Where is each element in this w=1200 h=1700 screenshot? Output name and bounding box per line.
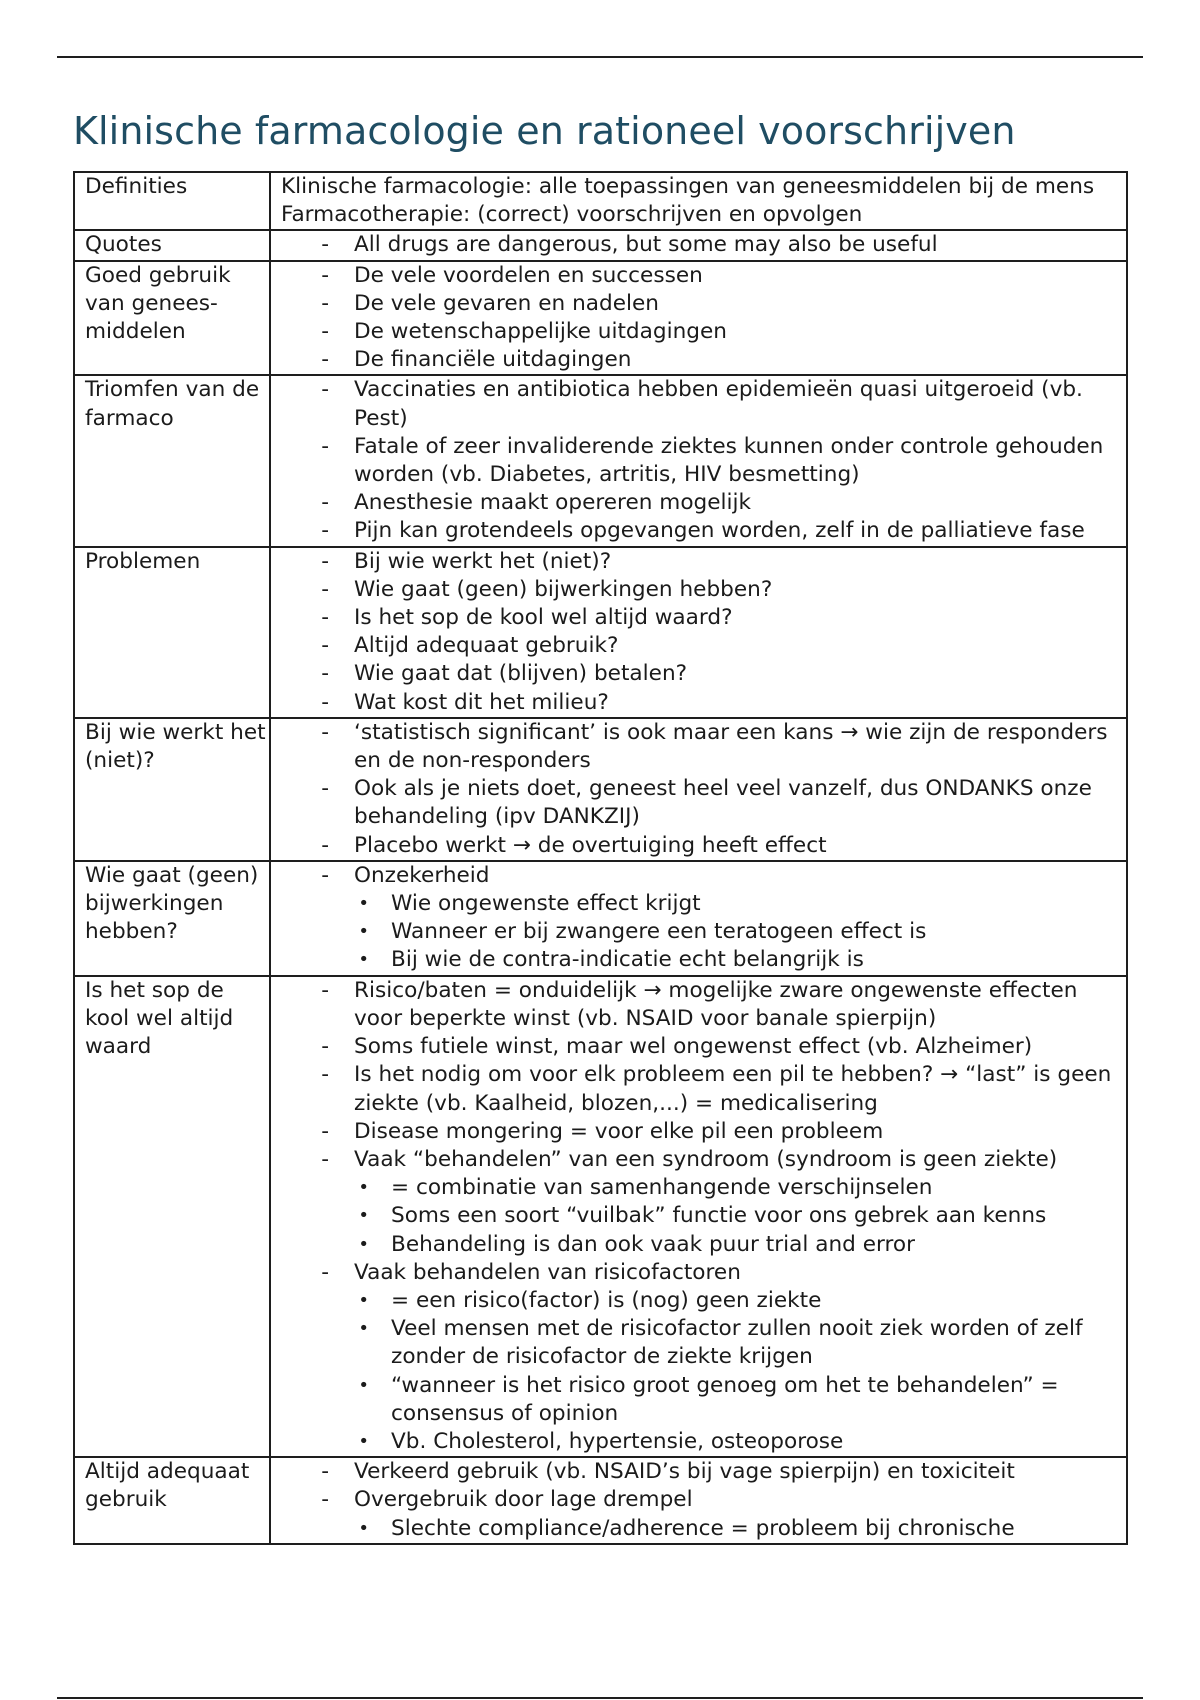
sub-list-item [281,1315,1118,1371]
dash-marker: - [321,661,329,687]
list-item [281,1061,1118,1117]
table-row [74,261,1127,376]
list-item [281,576,1118,604]
dash-marker: - [321,832,329,858]
sub-list-item [281,1174,1118,1202]
list-item-text: Is het sop de kool wel altijd waard? [354,605,733,631]
dash-marker: - [321,977,329,1003]
sub-list-item-text: Vb. Cholesterol, hypertensie, osteoporose [391,1428,844,1454]
row-label: Definities [74,172,270,230]
list-item [281,262,1118,290]
list-item [281,1486,1118,1514]
row-label: Problemen [74,547,270,718]
dash-marker: - [321,633,329,659]
list-item-text: Anesthesie maakt opereren mogelijk [354,490,752,516]
table-row [74,861,1127,976]
dash-marker: - [321,1034,329,1060]
row-content [270,375,1127,546]
row-content [270,718,1127,861]
list-item [281,719,1118,775]
bottom-rule [57,1697,1143,1699]
dash-marker: - [321,1459,329,1485]
dash-marker: - [321,776,329,802]
list-item [281,832,1118,860]
list-item-text: De financiële uitdagingen [354,347,632,373]
sub-list-item [281,1428,1118,1456]
list-item-text: Fatale of zeer invaliderende ziektes kunnen onder controle gehouden worden (vb. Diabetes, artritis, HIV besmetting) [354,433,1104,488]
bullet-icon: • [358,1233,369,1255]
list-item-text: All drugs are dangerous, but some may also be useful [354,232,938,258]
row-content [270,172,1127,230]
sub-list-item-text: Wanneer er bij zwangere een teratogeen effect is [391,919,927,945]
dash-marker: - [321,1146,329,1172]
sub-list-item-text: Veel mensen met de risicofactor zullen nooit ziek worden of zelf zonder de risicofactor de ziekte krijgen [391,1316,1083,1370]
dash-marker: - [321,1118,329,1144]
list-item-text: Ook als je niets doet, geneest heel veel vanzelf, dus ONDANKS onze behandeling (ipv DANKZIJ) [354,776,1092,830]
sub-list-item [281,1372,1118,1428]
list-item [281,604,1118,632]
table-row [74,1457,1127,1544]
bullet-icon: • [358,921,369,943]
list-item [281,1458,1118,1486]
list-item [281,290,1118,318]
bullet-icon: • [358,893,369,915]
sub-list-item-text: = combinatie van samenhangende verschijnselen [391,1175,933,1201]
bullet-icon: • [358,1374,369,1396]
dash-marker: - [321,232,329,258]
list-item [281,318,1118,346]
table-row [74,547,1127,718]
row-label: Wie gaat (geen) bijwerkingen hebben? [74,861,270,976]
bullet-icon: • [358,1318,369,1340]
list-item-text: Risico/baten = onduidelijk → mogelijke zware ongewenste effecten voor beperkte winst (vb. NSAID voor banale spierpijn) [354,977,1078,1031]
list-item [281,1146,1118,1174]
dash-marker: - [321,490,329,516]
list-item-text: Wat kost dit het milieu? [354,689,609,715]
list-item [281,517,1118,545]
dash-marker: - [321,433,329,459]
list-item-text: De vele gevaren en nadelen [354,290,659,316]
table-row [74,172,1127,230]
row-label: Bij wie werkt het (niet)? [74,718,270,861]
list-item [281,376,1118,432]
sub-list-item-text: Bij wie de contra-indicatie echt belangrijk is [391,947,864,973]
list-item-text: Is het nodig om voor elk probleem een pil te hebben? → “last” is geen ziekte (vb. Kaalheid, blozen,...) = medicalisering [354,1062,1112,1116]
bullet-icon: • [358,949,369,971]
row-label: Goed gebruik van genees-middelen [74,261,270,376]
list-item-text: Soms futiele winst, maar wel ongewenst effect (vb. Alzheimer) [354,1034,1033,1060]
table-row [74,230,1127,260]
list-item-text: Placebo werkt → de overtuiging heeft effect [354,832,827,858]
list-item [281,1259,1118,1287]
sub-list-item [281,946,1118,974]
dash-marker: - [321,1062,329,1088]
row-content [270,1457,1127,1544]
list-item-text: De wetenschappelijke uitdagingen [354,319,727,345]
dash-marker: - [321,1259,329,1285]
dash-marker: - [321,862,329,888]
dash-marker: - [321,290,329,316]
sub-list-item [281,1202,1118,1230]
top-rule [57,56,1143,58]
table-row [74,718,1127,861]
row-label: Quotes [74,230,270,260]
page-title: Klinische farmacologie en rationeel voorschrijven [73,109,1016,153]
sub-list-item-text: = een risico(factor) is (nog) geen ziekte [391,1287,822,1313]
list-item [281,1118,1118,1146]
bullet-icon: • [358,1430,369,1452]
sub-list-item [281,918,1118,946]
list-item [281,660,1118,688]
table-row [74,976,1127,1457]
list-item-text: Verkeerd gebruik (vb. NSAID’s bij vage spierpijn) en toxiciteit [354,1459,1015,1485]
bullet-icon: • [358,1177,369,1199]
list-item-text: Disease mongering = voor elke pil een probleem [354,1118,884,1144]
row-label: Altijd adequaat gebruik [74,1457,270,1544]
row-content [270,230,1127,260]
sub-list-item [281,890,1118,918]
list-item [281,489,1118,517]
dash-marker: - [321,576,329,602]
dash-marker: - [321,605,329,631]
sub-list-item-text: Soms een soort “vuilbak” functie voor ons gebrek aan kenns [391,1203,1047,1229]
dash-marker: - [321,319,329,345]
list-item-text: Onzekerheid [354,862,490,888]
dash-marker: - [321,518,329,544]
list-item [281,231,1118,259]
sub-list-item-text: Slechte compliance/adherence = probleem bij chronische [391,1515,1015,1541]
list-item [281,433,1118,489]
dash-marker: - [321,689,329,715]
list-item-text: Wie gaat dat (blijven) betalen? [354,661,688,687]
definition-text: Klinische farmacologie: alle toepassingen van geneesmiddelen bij de mens [281,174,1095,199]
sub-list-item [281,1515,1118,1543]
list-item-text: Bij wie werkt het (niet)? [354,548,612,574]
sub-list-item-text: Behandeling is dan ook vaak puur trial and error [391,1231,915,1257]
sub-list-item-text: Wie ongewenste effect krijgt [391,891,701,917]
list-item-text: De vele voordelen en successen [354,262,703,288]
list-item-text: Wie gaat (geen) bijwerkingen hebben? [354,576,773,602]
list-item-text: Overgebruik door lage drempel [354,1487,693,1513]
dash-marker: - [321,548,329,574]
list-item [281,977,1118,1033]
dash-marker: - [321,719,329,745]
list-item [281,862,1118,890]
sub-list-item-text: “wanneer is het risico groot genoeg om het te behandelen” = consensus of opinion [391,1372,1059,1426]
list-item [281,632,1118,660]
list-item-text: Vaak behandelen van risicofactoren [354,1259,741,1285]
row-label: Triomfen van de farmaco [74,375,270,546]
bullet-icon: • [358,1289,369,1311]
list-item-text: ‘statistisch significant’ is ook maar een kans → wie zijn de responders en de non-responders [354,719,1108,774]
row-content [270,976,1127,1457]
sub-list-item [281,1231,1118,1259]
list-item [281,346,1118,374]
dash-marker: - [321,347,329,373]
list-item-text: Vaccinaties en antibiotica hebben epidemieën quasi uitgeroeid (vb. Pest) [354,377,1083,431]
bullet-icon: • [358,1517,369,1539]
list-item-text: Vaak “behandelen” van een syndroom (syndroom is geen ziekte) [354,1146,1058,1172]
list-item [281,1033,1118,1061]
table-row [74,375,1127,546]
list-item [281,689,1118,717]
dash-marker: - [321,1487,329,1513]
list-item-text: Pijn kan grotendeels opgevangen worden, zelf in de palliatieve fase [354,518,1085,544]
list-item [281,548,1118,576]
notes-table [73,171,1128,1545]
list-item-text: Altijd adequaat gebruik? [354,633,619,659]
row-content [270,861,1127,976]
sub-list-item [281,1287,1118,1315]
row-content [270,547,1127,718]
row-content [270,261,1127,376]
dash-marker: - [321,262,329,288]
definition-text: Farmacotherapie: (correct) voorschrijven en opvolgen [281,202,863,228]
row-label: Is het sop de kool wel altijd waard [74,976,270,1457]
dash-marker: - [321,377,329,403]
bullet-icon: • [358,1205,369,1227]
list-item [281,775,1118,831]
